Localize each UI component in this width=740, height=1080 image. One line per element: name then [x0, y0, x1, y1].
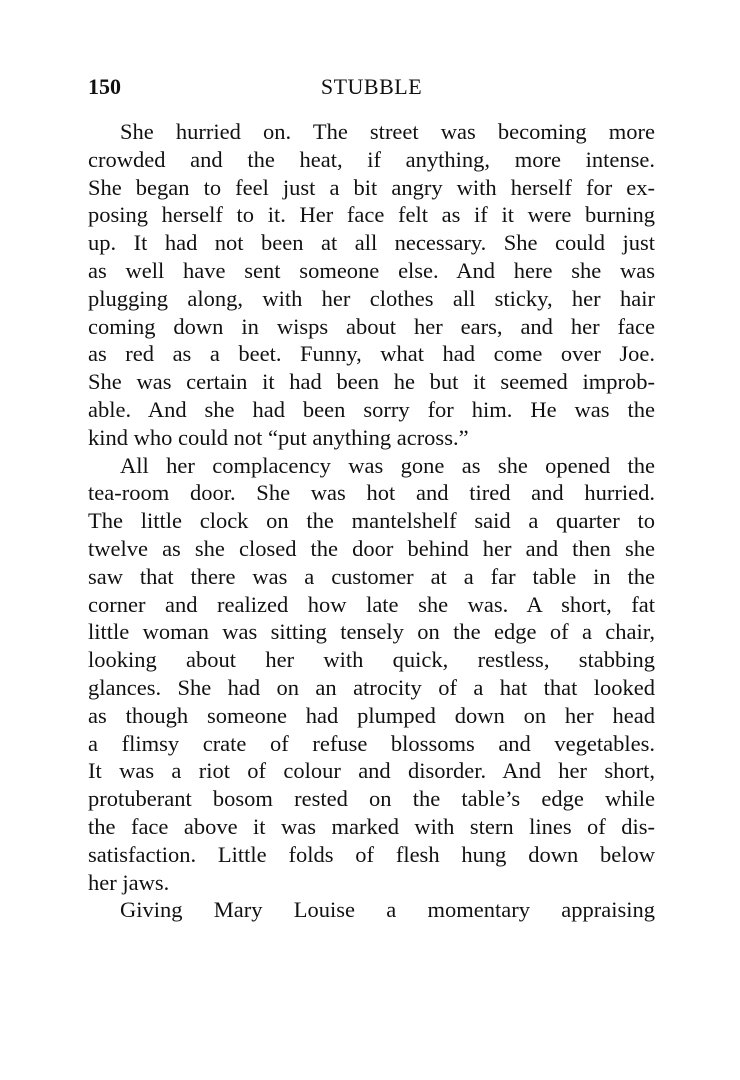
text-line: posing herself to it. Her face felt as if it were burning — [88, 202, 655, 228]
body-text — [88, 118, 655, 924]
text-line: as well have sent someone else. And here she was — [88, 257, 655, 283]
text-line: She was certain it had been he but it seemed improb- — [88, 369, 655, 395]
text-line: protuberant bosom rested on the table’s edge while — [88, 786, 655, 812]
text-line: her jaws. — [88, 869, 170, 895]
text-line: crowded and the heat, if anything, more intense. — [88, 146, 655, 172]
text-line: coming down in wisps about her ears, and her face — [88, 313, 655, 339]
text-line: Giving Mary Louise a momentary appraising — [120, 897, 655, 923]
text-line: as though someone had plumped down on her head — [88, 702, 655, 728]
running-title: STUBBLE — [320, 74, 423, 99]
text-line: as red as a beet. Funny, what had come over Joe. — [88, 341, 655, 367]
paragraph — [88, 118, 655, 452]
text-line: corner and realized how late she was. A short, fat — [88, 591, 655, 617]
text-line: looking about her with quick, restless, stabbing — [88, 647, 655, 673]
paragraph — [88, 452, 655, 897]
text-line: twelve as she closed the door behind her and then she — [88, 535, 655, 561]
text-line: satisfaction. Little folds of flesh hung down below — [88, 841, 655, 867]
text-line: All her complacency was gone as she opened the — [120, 452, 655, 478]
text-line: The little clock on the mantelshelf said a quarter to — [88, 508, 655, 534]
text-line: tea-room door. She was hot and tired and hurried. — [88, 480, 655, 506]
text-line: plugging along, with her clothes all sticky, her hair — [88, 285, 655, 311]
text-line: She hurried on. The street was becoming more — [120, 119, 655, 144]
page-header — [88, 74, 655, 104]
text-line: saw that there was a customer at a far table in the — [88, 563, 655, 589]
text-line: kind who could not “put anything across.” — [88, 424, 469, 450]
text-line: glances. She had on an atrocity of a hat that looked — [88, 674, 655, 700]
text-line: able. And she had been sorry for him. He was the — [88, 396, 655, 422]
text-line: little woman was sitting tensely on the edge of a chair, — [88, 619, 655, 645]
text-line: It was a riot of colour and disorder. And her short, — [88, 758, 655, 784]
text-line: She began to feel just a bit angry with herself for ex- — [88, 174, 655, 200]
text-line: the face above it was marked with stern lines of dis- — [88, 813, 655, 839]
paragraph — [88, 896, 655, 924]
text-line: up. It had not been at all necessary. She could just — [88, 230, 655, 256]
text-line: a flimsy crate of refuse blossoms and vegetables. — [88, 730, 655, 756]
page-number: 150 — [88, 74, 121, 99]
